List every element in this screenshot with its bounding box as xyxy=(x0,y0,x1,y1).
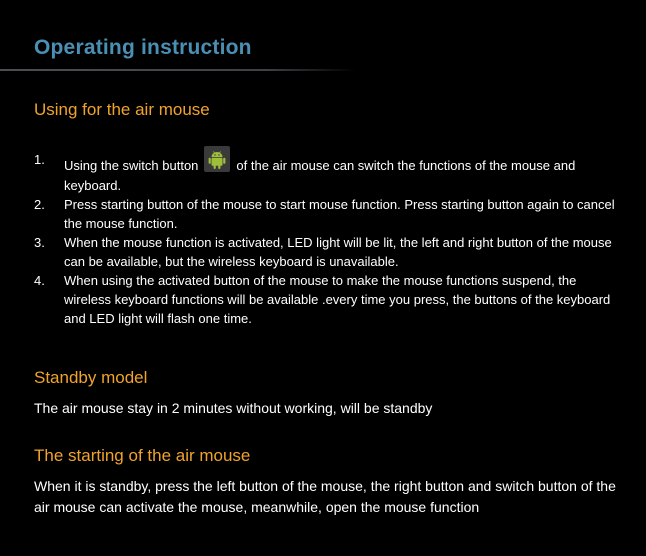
section-heading-starting: The starting of the air mouse xyxy=(34,446,251,465)
section-heading-standby: Standby model xyxy=(34,368,148,387)
list-item-text: When the mouse function is activated, LED light will be lit, the left and right button of the mouse can be available, but the wireless keyboard is unavailable. xyxy=(64,235,612,269)
list-item-number: 2. xyxy=(34,197,45,212)
list-item xyxy=(34,150,624,195)
instruction-list xyxy=(34,150,624,328)
list-item-number: 1. xyxy=(34,152,45,167)
page-title: Operating instruction xyxy=(34,36,252,59)
standby-body-text: The air mouse stay in 2 minutes without working, will be standby xyxy=(34,400,433,416)
list-item-number: 3. xyxy=(34,235,45,250)
starting-body-text: When it is standby, press the left button of the mouse, the right button and switch button of the air mouse can activate the mouse, meanwhile, open the mouse function xyxy=(34,478,616,515)
list-item-text-after-icon: of the air mouse can switch the functions of the mouse and keyboard. xyxy=(64,158,576,193)
android-icon xyxy=(204,146,230,172)
list-item-text-before-icon: Using the switch button xyxy=(64,158,199,173)
list-item xyxy=(34,271,624,328)
list-item-number: 4. xyxy=(34,273,45,288)
list-item xyxy=(34,195,624,233)
list-item-text: When using the activated button of the mouse to make the mouse functions suspend, the wireless keyboard functions will be available .every time you press, the buttons of the keyboard and LED light will flash one time. xyxy=(64,273,611,326)
list-item xyxy=(34,233,624,271)
section-heading-air-mouse: Using for the air mouse xyxy=(34,100,210,119)
list-item-text: Press starting button of the mouse to start mouse function. Press starting button again to cancel the mouse function. xyxy=(64,197,615,231)
title-divider xyxy=(0,69,356,71)
